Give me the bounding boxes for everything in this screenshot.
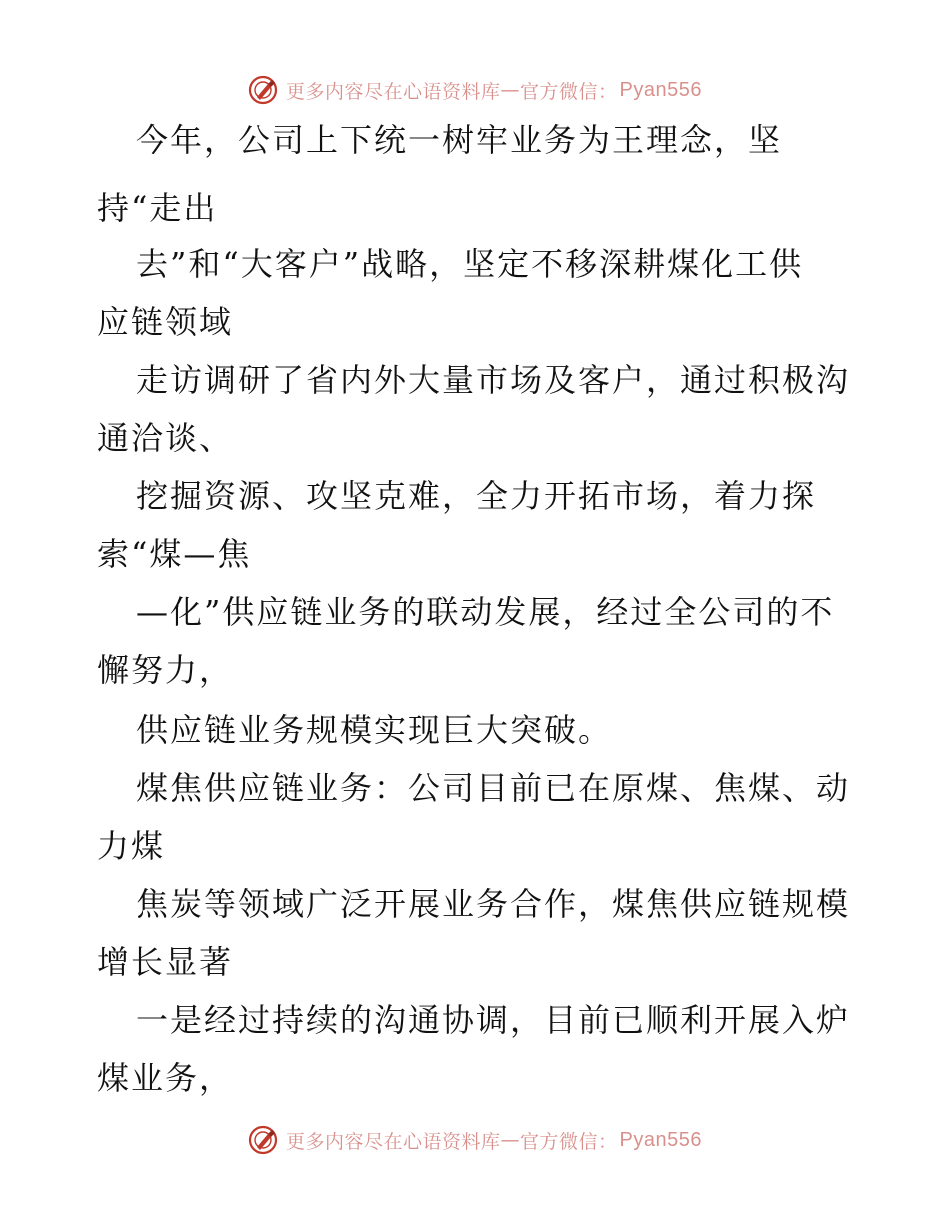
header-banner [0,72,950,108]
banner-brand: 更多内容尽在心语资料库 [286,1130,501,1153]
body-line: 煤业务， [97,1059,234,1097]
body-line: 挖掘资源、攻坚克难，全力开拓市场，着力探 [136,477,817,515]
banner-wechat-label: 官方微信： [520,1130,618,1153]
body-line: 力煤 [97,827,166,865]
body-line: 应链领域 [97,303,234,341]
pen-logo-icon [248,75,278,105]
body-line: 一是经过持续的沟通协调，目前已顺利开展入炉 [136,1001,851,1039]
banner-wechat-id: Pyan556 [619,1128,702,1151]
banner-wechat-label: 官方微信： [520,80,618,103]
body-line: 焦炭等领域广泛开展业务合作，煤焦供应链规模 [136,885,851,923]
banner-separator: — [500,1129,521,1151]
body-line: 走访调研了省内外大量市场及客户，通过积极沟 [136,361,851,399]
body-line: —化”供应链业务的联动发展，经过全公司的不 [136,593,835,631]
banner-separator: — [500,79,521,101]
body-line: 供应链业务规模实现巨大突破。 [136,711,613,749]
banner-wechat-id: Pyan556 [619,78,702,101]
pen-logo-icon [248,1125,278,1155]
body-line: 索“煤—焦 [97,535,252,573]
body-line: 通洽谈、 [97,419,234,457]
body-line: 懈努力， [97,651,234,689]
body-line: 持“走出 [97,189,218,227]
body-line: 去”和“大客户”战略，坚定不移深耕煤化工供 [136,245,804,283]
banner-brand: 更多内容尽在心语资料库 [286,80,501,103]
body-line: 煤焦供应链业务：公司目前已在原煤、焦煤、动 [136,769,851,807]
body-line: 增长显著 [97,943,234,981]
footer-banner [0,1122,950,1158]
body-line: 今年，公司上下统一树牢业务为王理念，坚 [136,121,783,159]
